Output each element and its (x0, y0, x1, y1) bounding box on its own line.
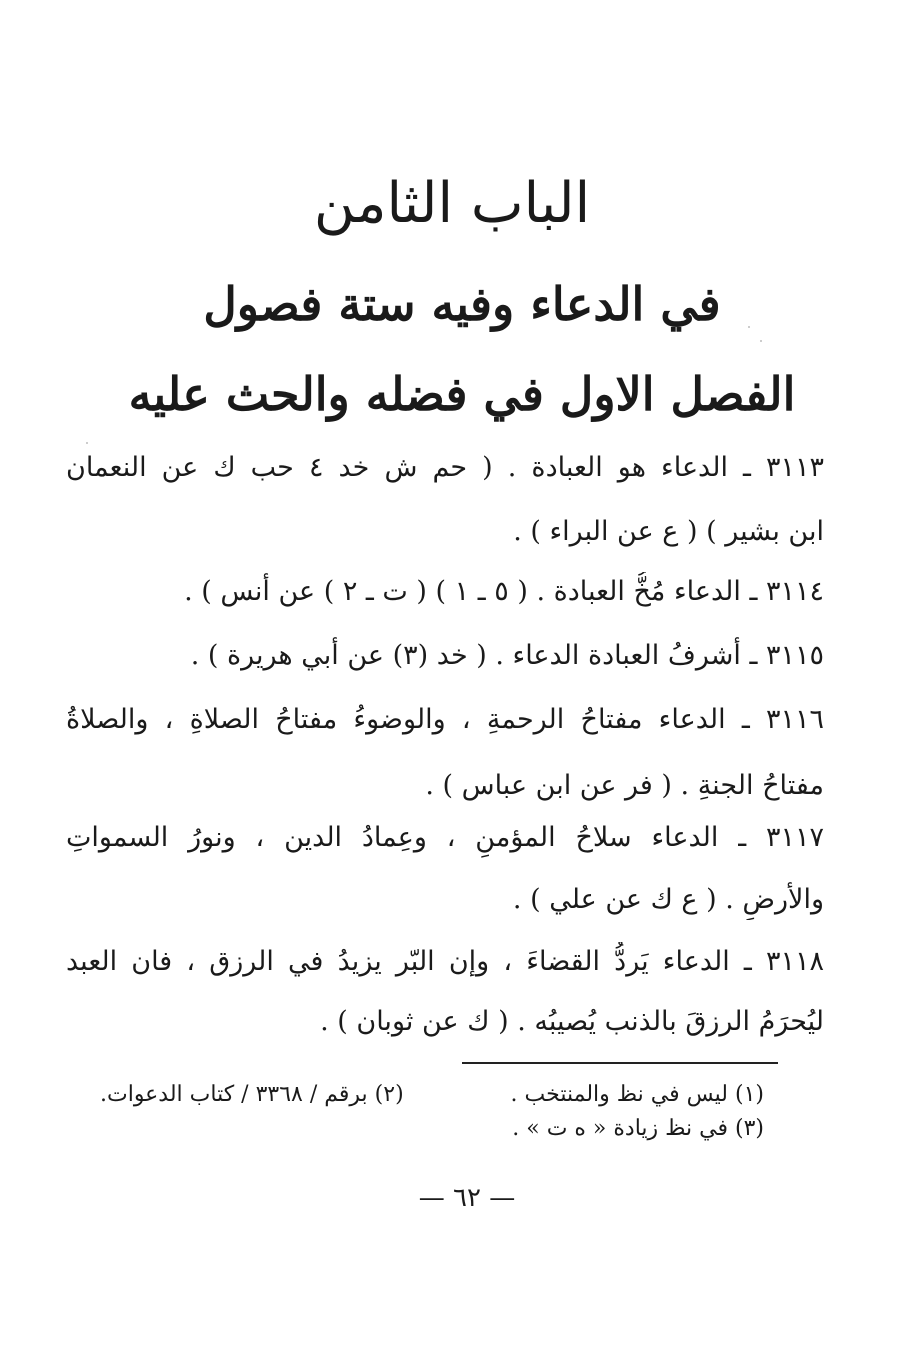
entry-line: ٣١١٤ ـ الدعاء مُخُّ العبادة . ( ٥ ـ ١ ) ( ت ـ ٢ ) عن أنس ) . (184, 576, 824, 607)
section-title: الفصل الاول في فضله والحث عليه (128, 367, 796, 421)
entry-line: ابن بشير ) ( ع عن البراء ) . (513, 516, 824, 547)
footnote-divider (462, 1062, 778, 1064)
entry-line: ٣١١٦ ـ الدعاء مفتاحُ الرحمةِ ، والوضوءُ مفتاحُ الصلاةِ ، والصلاةُ (66, 704, 824, 735)
entry-line: ليُحرَمُ الرزقَ بالذنب يُصيبُه . ( ك عن ثوبان ) . (320, 1006, 824, 1037)
footnotes (100, 1078, 764, 1146)
footnote-1: (١) ليس في نظ والمنتخب . (510, 1082, 764, 1107)
footnote-3: (٣) في نظ زيادة « ه ت » . (512, 1116, 764, 1141)
scan-speck (748, 326, 750, 328)
footnote-row (100, 1078, 764, 1112)
entry-line: والأرضِ . ( ع ك عن علي ) . (512, 884, 824, 915)
entry-line: ٣١١٣ ـ الدعاء هو العبادة . ( حم ش خد ٤ حب ك عن النعمان (66, 452, 824, 483)
entry-line: ٣١١٧ ـ الدعاء سلاحُ المؤمنِ ، وعِمادُ الدين ، ونورُ السمواتِ (66, 822, 824, 853)
footnote-row (100, 1112, 764, 1146)
entry-line: ٣١١٥ ـ أشرفُ العبادة الدعاء . ( خد (٣) عن أبي هريرة ) . (190, 640, 824, 671)
scan-speck (86, 442, 88, 444)
scan-speck (760, 340, 762, 342)
entry-line: ٣١١٨ ـ الدعاء يَردُّ القضاءَ ، وإن البّر يزيدُ في الرزق ، فان العبد (66, 946, 824, 977)
entry-line: مفتاحُ الجنةِ . ( فر عن ابن عباس ) . (425, 770, 824, 801)
page-number: — ٦٢ — (418, 1183, 516, 1213)
chapter-title: الباب الثامن (313, 171, 591, 236)
footnote-2: (٢) برقم / ٣٣٦٨ / كتاب الدعوات. (100, 1082, 404, 1107)
chapter-subtitle: في الدعاء وفيه ستة فصول (203, 277, 721, 331)
